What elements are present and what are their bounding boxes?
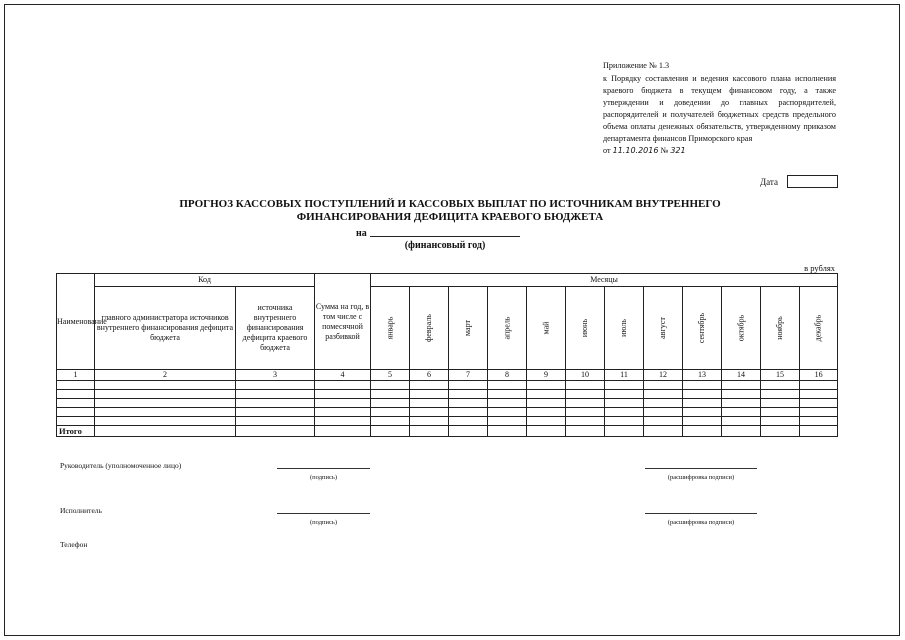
table-cell[interactable] (488, 390, 527, 399)
table-cell[interactable] (95, 408, 236, 417)
table-cell[interactable] (410, 408, 449, 417)
header-month (488, 287, 527, 370)
month-label: июль (618, 319, 628, 337)
table-cell[interactable] (315, 426, 371, 437)
page-title (100, 198, 800, 224)
table-cell[interactable] (644, 417, 683, 426)
table-cell[interactable] (95, 417, 236, 426)
header-code-group: Код (95, 274, 315, 287)
header-month (371, 287, 410, 370)
executor-decoding-line[interactable] (645, 513, 757, 514)
table-cell[interactable] (683, 426, 722, 437)
table-cell[interactable] (449, 408, 488, 417)
month-label: апрель (501, 316, 511, 340)
table-row (57, 390, 838, 399)
table-cell[interactable] (236, 417, 315, 426)
total-row (57, 426, 838, 437)
title-line-1: ПРОГНОЗ КАССОВЫХ ПОСТУПЛЕНИЙ И КАССОВЫХ ВЫПЛАТ ПО ИСТОЧНИКАМ ВНУТРЕННЕГО (179, 198, 721, 210)
table-cell[interactable] (236, 408, 315, 417)
column-number: 2 (95, 370, 236, 381)
table-cell[interactable] (488, 426, 527, 437)
column-number: 6 (410, 370, 449, 381)
column-number: 16 (800, 370, 838, 381)
executor-signature-line[interactable] (277, 513, 370, 514)
table-cell[interactable] (683, 381, 722, 390)
table-cell[interactable] (488, 399, 527, 408)
header-month (800, 287, 838, 370)
header-month (644, 287, 683, 370)
table-cell[interactable] (800, 390, 838, 399)
header-code-admin: главного администратора источников внутреннего финансирования дефицита бюджета (95, 287, 236, 370)
table-cell[interactable] (236, 399, 315, 408)
table-cell[interactable] (605, 417, 644, 426)
column-number: 15 (761, 370, 800, 381)
column-number: 8 (488, 370, 527, 381)
table-cell[interactable] (722, 390, 761, 399)
table-cell[interactable] (605, 408, 644, 417)
table-cell[interactable] (371, 426, 410, 437)
table-cell[interactable] (683, 399, 722, 408)
appendix-block (603, 60, 836, 157)
title-line-2: ФИНАНСИРОВАНИЯ ДЕФИЦИТА КРАЕВОГО БЮДЖЕТА (296, 211, 604, 223)
appendix-body: к Порядку составления и ведения кассового плана исполнения краевого бюджета в текущем финансовом году, а также утверждении и доведении до главных распорядителей, распорядителей и получателей бюджетных средств предельного объема оплаты денежных обязательств, утвержденному приказом департамента финансов Приморского края (603, 74, 836, 143)
table-cell[interactable] (605, 399, 644, 408)
table-cell[interactable] (527, 426, 566, 437)
table-cell[interactable] (761, 408, 800, 417)
month-label: октябрь (735, 314, 745, 342)
head-decoding-line[interactable] (645, 468, 757, 469)
table-cell[interactable] (722, 399, 761, 408)
table-cell[interactable] (527, 381, 566, 390)
date-field[interactable] (787, 175, 838, 188)
table-cell[interactable] (761, 426, 800, 437)
forecast-table (56, 273, 838, 437)
header-month (410, 287, 449, 370)
table-cell[interactable] (566, 426, 605, 437)
table-cell[interactable] (800, 399, 838, 408)
table-cell[interactable] (57, 381, 95, 390)
head-decoding-caption: (расшифровка подписи) (667, 474, 735, 481)
fiscal-year-prefix: на (356, 228, 367, 239)
table-cell[interactable] (722, 408, 761, 417)
table-cell[interactable] (236, 381, 315, 390)
table-cell[interactable] (800, 408, 838, 417)
header-annual-sum: Сумма на год, в том числе с помесячной разбивкой (315, 274, 371, 370)
table-cell[interactable] (605, 390, 644, 399)
table-cell[interactable] (410, 426, 449, 437)
table-cell[interactable] (644, 426, 683, 437)
table-cell[interactable] (236, 426, 315, 437)
column-number: 4 (315, 370, 371, 381)
column-number: 12 (644, 370, 683, 381)
table-cell[interactable] (527, 390, 566, 399)
month-label: ноябрь (775, 316, 784, 340)
executor-label: Исполнитель (60, 506, 102, 515)
table-cell[interactable] (722, 381, 761, 390)
month-label: февраль (424, 314, 433, 342)
currency-note: в рублях (804, 263, 835, 273)
table-cell[interactable] (315, 399, 371, 408)
table-cell[interactable] (449, 426, 488, 437)
table-cell[interactable] (57, 408, 95, 417)
phone-label: Телефон (60, 540, 88, 549)
header-month (566, 287, 605, 370)
fiscal-year-caption: (финансовый год) (404, 240, 486, 251)
header-month (449, 287, 488, 370)
table-cell[interactable] (605, 381, 644, 390)
table-cell[interactable] (315, 381, 371, 390)
column-number: 1 (57, 370, 95, 381)
table-row (57, 417, 838, 426)
table-cell[interactable] (371, 381, 410, 390)
header-row-1 (57, 274, 838, 287)
table-cell[interactable] (644, 408, 683, 417)
column-number: 7 (449, 370, 488, 381)
table-cell[interactable] (57, 417, 95, 426)
table-cell[interactable] (95, 381, 236, 390)
month-label: декабрь (813, 314, 823, 342)
table-cell[interactable] (683, 417, 722, 426)
header-code-source: источника внутреннего финансирования дефицита краевого бюджета (236, 287, 315, 370)
table-cell[interactable] (527, 408, 566, 417)
table-row (57, 399, 838, 408)
header-month (605, 287, 644, 370)
table-cell[interactable] (410, 399, 449, 408)
appendix-order-line (603, 145, 836, 157)
table-cell[interactable] (371, 417, 410, 426)
table-cell[interactable] (644, 381, 683, 390)
table-cell[interactable] (683, 408, 722, 417)
column-number: 5 (371, 370, 410, 381)
table-cell[interactable] (566, 417, 605, 426)
table-cell[interactable] (371, 390, 410, 399)
table-cell[interactable] (566, 381, 605, 390)
table-cell[interactable] (57, 399, 95, 408)
table-row (57, 408, 838, 417)
header-month (722, 287, 761, 370)
header-name: Наименование (57, 274, 95, 370)
head-signature-label: Руководитель (уполномоченное лицо) (60, 461, 182, 470)
table-cell[interactable] (683, 390, 722, 399)
table-cell[interactable] (527, 417, 566, 426)
table-cell[interactable] (95, 399, 236, 408)
table-cell[interactable] (410, 381, 449, 390)
appendix-order-number: 321 (670, 146, 686, 155)
table-cell[interactable] (761, 417, 800, 426)
table-cell[interactable] (488, 381, 527, 390)
column-numbers-row (57, 370, 838, 381)
month-label: август (658, 317, 667, 339)
table-cell[interactable] (644, 399, 683, 408)
executor-signature-caption: (подпись) (310, 519, 337, 526)
table-cell[interactable] (566, 390, 605, 399)
table-cell[interactable] (605, 426, 644, 437)
table-cell[interactable] (449, 390, 488, 399)
table-cell[interactable] (527, 399, 566, 408)
column-number: 10 (566, 370, 605, 381)
appendix-from-prefix: от (603, 146, 611, 155)
table-cell[interactable] (57, 390, 95, 399)
table-cell[interactable] (371, 408, 410, 417)
executor-decoding-caption: (расшифровка подписи) (667, 519, 735, 526)
table-cell[interactable] (95, 390, 236, 399)
column-number: 9 (527, 370, 566, 381)
appendix-number: Приложение № 1.3 (603, 61, 670, 70)
table-cell[interactable] (761, 381, 800, 390)
table-cell[interactable] (410, 417, 449, 426)
header-month (761, 287, 800, 370)
column-number: 13 (683, 370, 722, 381)
table-cell[interactable] (800, 426, 838, 437)
table-cell[interactable] (722, 426, 761, 437)
header-months-group: Месяцы (371, 274, 838, 287)
head-signature-line[interactable] (277, 468, 370, 469)
month-label: май (541, 321, 550, 335)
month-label: сентябрь (697, 312, 706, 344)
table-body (57, 381, 838, 426)
table-cell[interactable] (800, 417, 838, 426)
table-cell[interactable] (449, 381, 488, 390)
table-cell[interactable] (449, 399, 488, 408)
month-label: июнь (580, 318, 589, 338)
table-cell[interactable] (566, 408, 605, 417)
table-cell[interactable] (95, 426, 236, 437)
table-cell[interactable] (315, 408, 371, 417)
column-number: 3 (236, 370, 315, 381)
column-number: 14 (722, 370, 761, 381)
header-row-2 (57, 287, 838, 370)
table-cell[interactable] (410, 390, 449, 399)
table-cell[interactable] (315, 417, 371, 426)
head-signature-caption: (подпись) (310, 474, 337, 481)
month-label: январь (385, 316, 394, 340)
fiscal-year-field[interactable] (370, 236, 520, 237)
appendix-number-prefix: № (660, 146, 669, 155)
table-cell[interactable] (449, 417, 488, 426)
appendix-order-date: 11.10.2016 (612, 146, 659, 155)
table-cell[interactable] (315, 390, 371, 399)
table-cell[interactable] (236, 390, 315, 399)
table-cell[interactable] (644, 390, 683, 399)
header-month (527, 287, 566, 370)
table-cell[interactable] (488, 417, 527, 426)
table-cell[interactable] (761, 390, 800, 399)
table-cell[interactable] (761, 399, 800, 408)
table-cell[interactable] (566, 399, 605, 408)
table-cell[interactable] (722, 417, 761, 426)
header-month (683, 287, 722, 370)
table-row (57, 381, 838, 390)
table-cell[interactable] (371, 399, 410, 408)
table-cell[interactable] (800, 381, 838, 390)
date-label: Дата (760, 177, 778, 187)
month-label: март (462, 320, 472, 336)
table-cell[interactable] (488, 408, 527, 417)
total-label: Итого (57, 426, 95, 437)
column-number: 11 (605, 370, 644, 381)
